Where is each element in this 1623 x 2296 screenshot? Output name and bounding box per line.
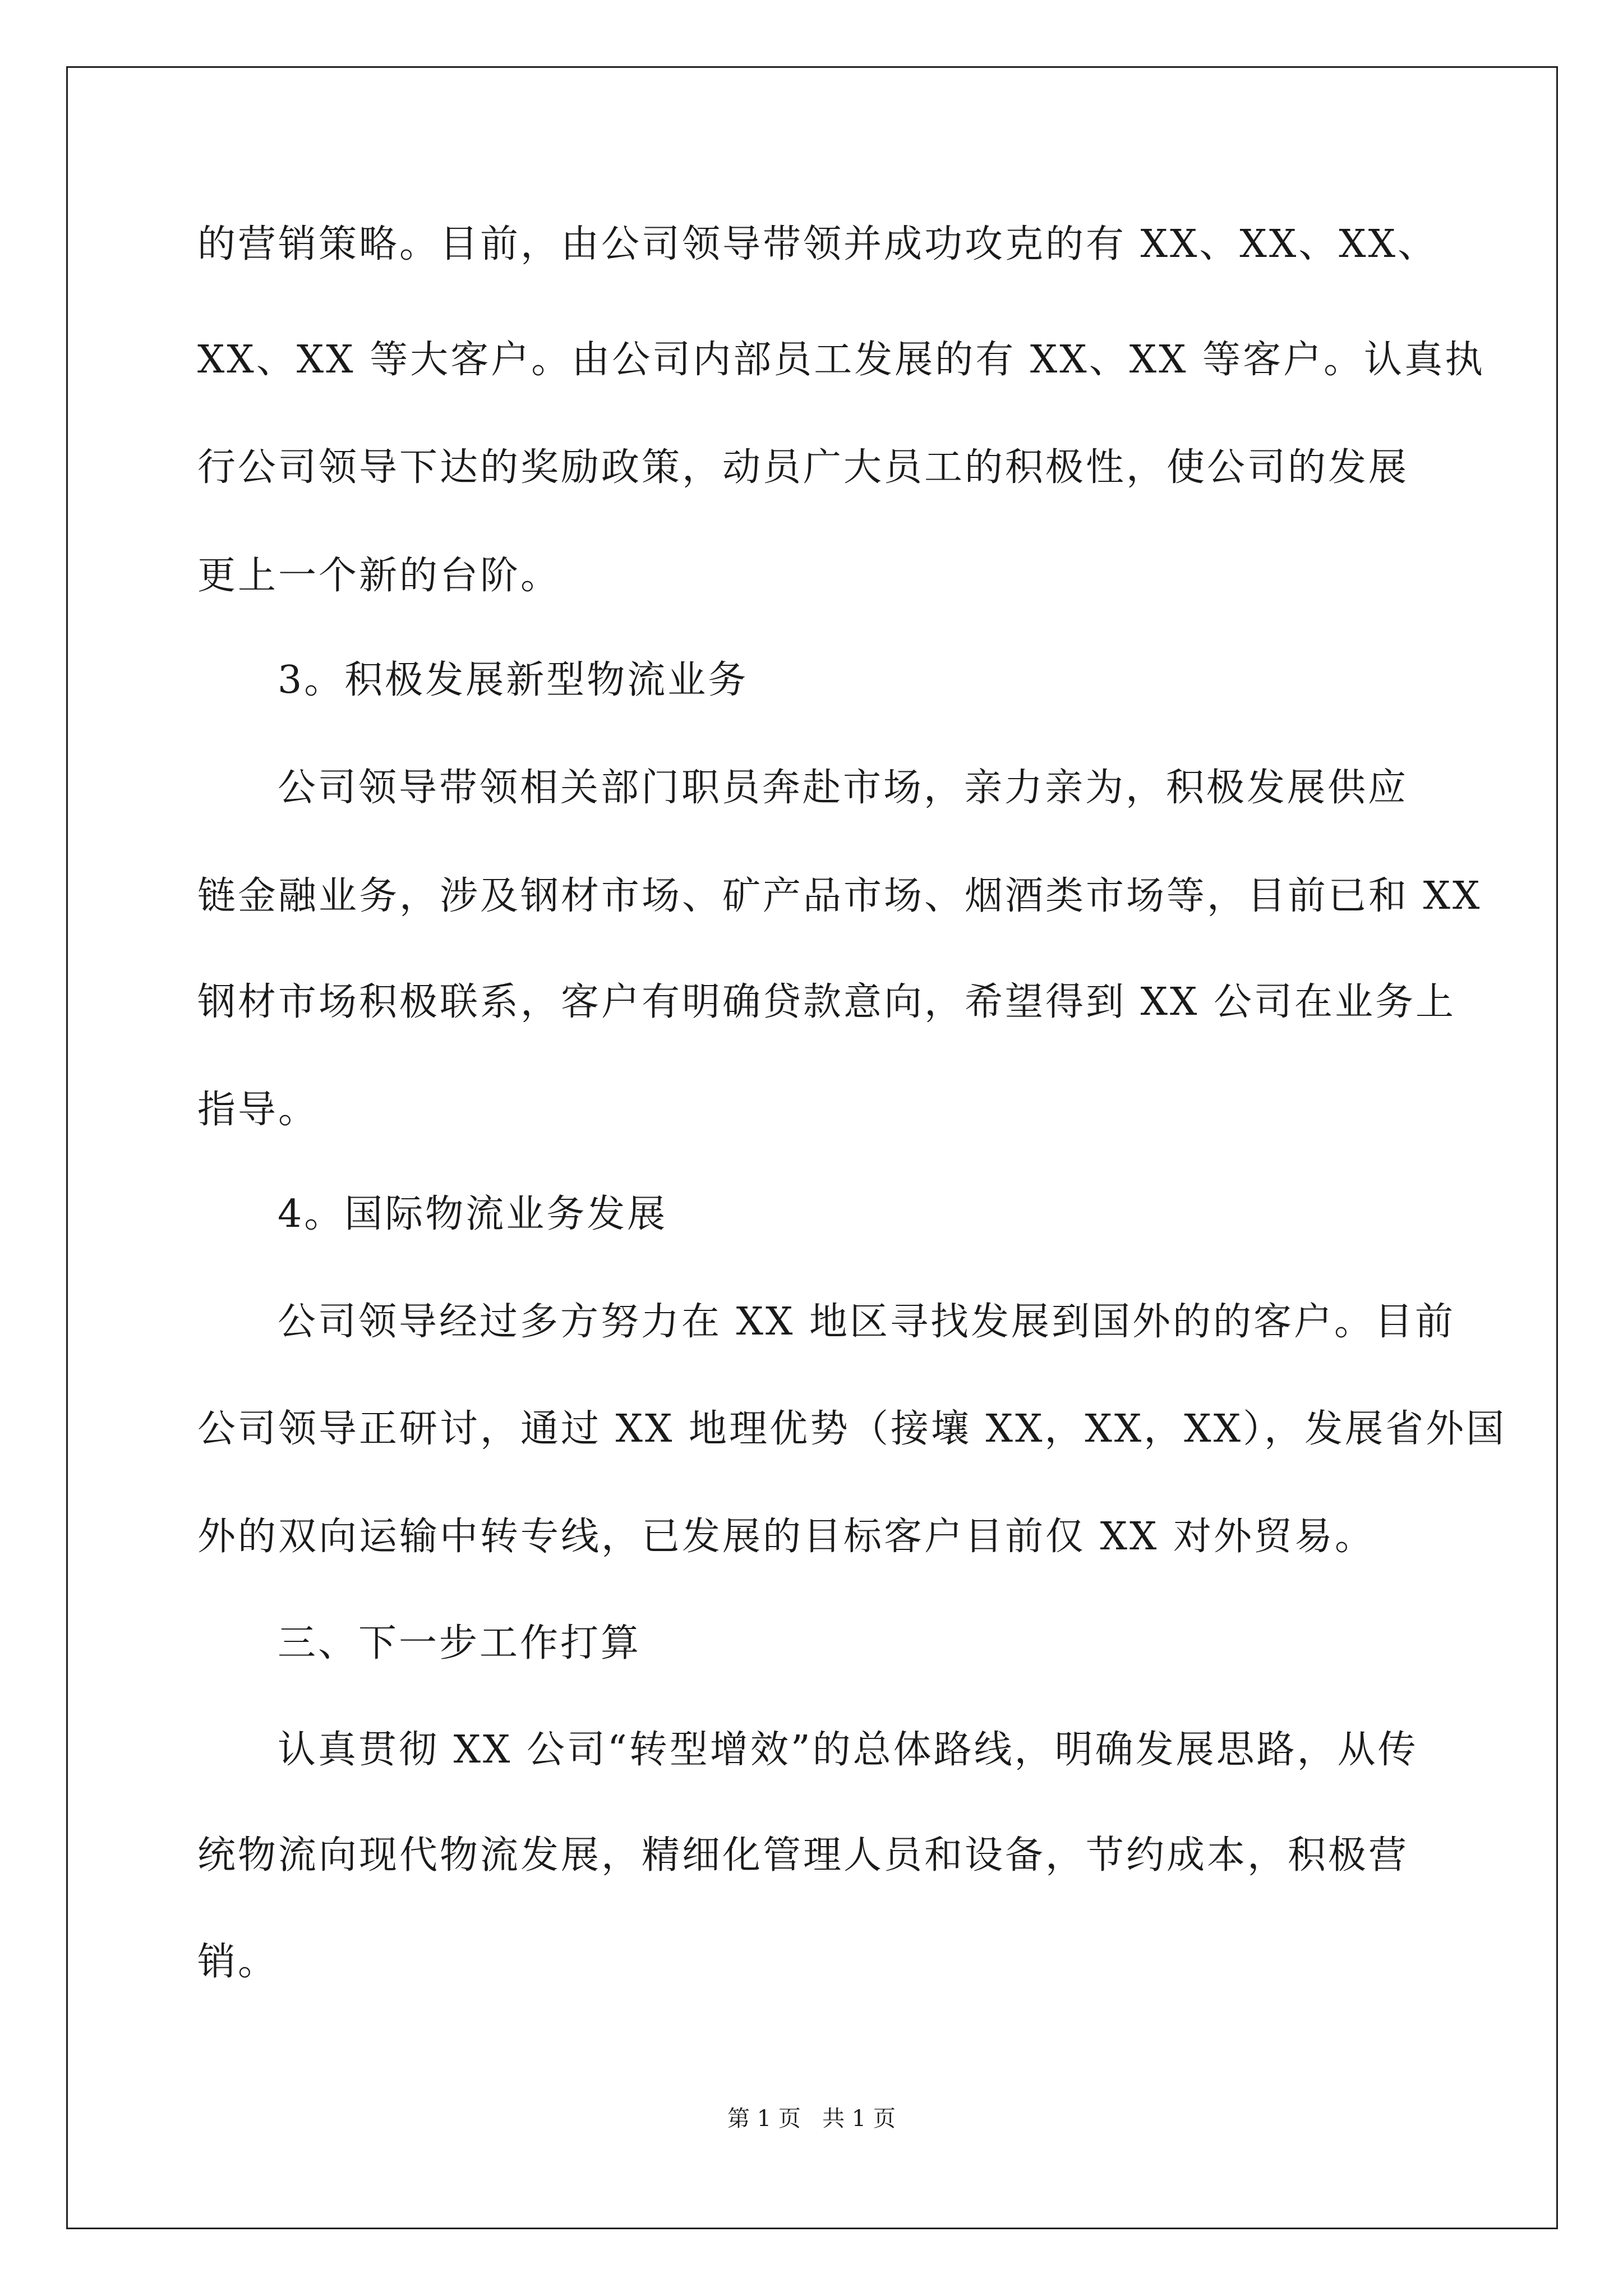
body-line: 链金融业务，涉及钢材市场、矿产品市场、烟酒类市场等，目前已和 XX: [197, 874, 1482, 918]
section-heading: 4。国际物流业务发展: [278, 1192, 668, 1236]
body-line: 钢材市场积极联系，客户有明确贷款意向，希望得到 XX 公司在业务上: [197, 980, 1456, 1024]
body-line: 公司领导带领相关部门职员奔赴市场，亲力亲为，积极发展供应: [278, 766, 1409, 810]
section-heading: 3。积极发展新型物流业务: [278, 658, 749, 702]
body-line: 销。: [197, 1940, 279, 1984]
body-line: 公司领导正研讨，通过 XX 地理优势（接壤 XX，XX，XX），发展省外国: [197, 1407, 1507, 1451]
body-line: 的营销策略。目前，由公司领导带领并成功攻克的有 XX、XX、XX、: [197, 222, 1438, 266]
body-line: 公司领导经过多方努力在 XX 地区寻找发展到国外的的客户。目前: [278, 1300, 1456, 1344]
body-line: 外的双向运输中转专线，已发展的目标客户目前仅 XX 对外贸易。: [197, 1515, 1376, 1559]
body-line: 更上一个新的台阶。: [197, 554, 561, 598]
body-line: 认真贯彻 XX 公司“转型增效”的总体路线，明确发展思路，从传: [278, 1728, 1418, 1772]
body-line: 行公司领导下达的奖励政策，动员广大员工的积极性，使公司的发展: [197, 445, 1409, 490]
body-line: 统物流向现代物流发展，精细化管理人员和设备，节约成本，积极营: [197, 1833, 1409, 1878]
body-line: XX、XX 等大客户。由公司内部员工发展的有 XX、XX 等客户。认真执: [197, 338, 1486, 382]
section-heading: 三、下一步工作打算: [278, 1621, 642, 1665]
page-border: [66, 66, 1558, 2229]
body-line: 指导。: [197, 1088, 319, 1132]
page-number-footer: 第 1 页 共 1 页: [727, 2106, 896, 2132]
